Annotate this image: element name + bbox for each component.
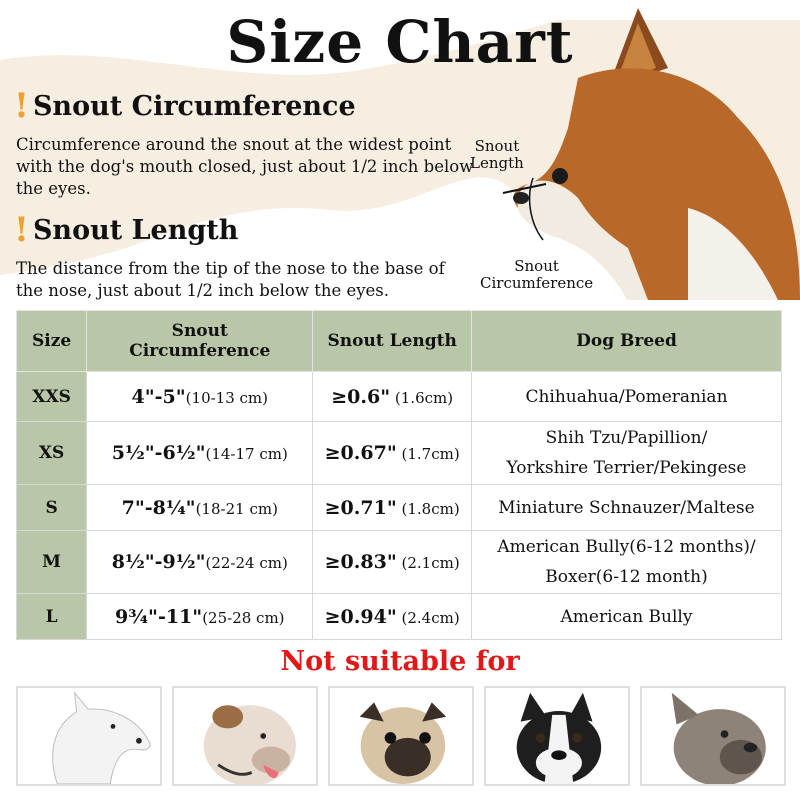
len-inches: ≥0.67" [324,442,397,464]
heading-text: Snout Length [32,214,239,246]
exclamation-icon: ! [14,210,29,250]
size-cell: S [17,485,87,531]
breed-line: American Bully(6-12 months)/ [497,537,756,557]
breed-cell [471,422,781,485]
length-cell [313,531,472,594]
section-heading-length [14,210,238,250]
circ-cm: (14-17 cm) [205,445,288,463]
breed-line: Shih Tzu/Papillion/ [545,428,708,448]
breed-line: Chihuahua/Pomeranian [525,386,728,407]
len-cm: (2.1cm) [396,554,460,572]
label-snout-length [470,138,524,172]
length-cell [313,594,472,640]
size-table [16,310,782,640]
table-row [17,422,782,485]
circ-inches: 5½"-6½" [111,442,206,464]
size-cell: L [17,594,87,640]
size-cell: XS [17,422,87,485]
table-row [17,594,782,640]
circumference-cell [87,485,313,531]
len-inches: ≥0.6" [331,385,391,408]
table-row [17,485,782,531]
len-inches: ≥0.71" [324,496,397,519]
header-length: Snout Length [313,311,472,372]
len-cm: (1.7cm) [396,445,460,463]
circ-inches: 4"-5" [131,385,186,408]
table-row [17,531,782,594]
len-cm: (2.4cm) [396,608,460,627]
len-inches: ≥0.94" [324,605,397,628]
len-cm: (1.8cm) [396,499,460,518]
breed-line: Yorkshire Terrier/Pekingese [506,458,747,478]
length-cell [313,422,472,485]
pug-icon [328,686,474,786]
header-size: Size [17,311,87,372]
french-bulldog-icon [640,686,786,786]
circ-cm: (22-24 cm) [205,554,288,572]
circ-cm: (18-21 cm) [195,499,278,518]
breed-cell [471,531,781,594]
size-cell: M [17,531,87,594]
circ-inches: 9¾"-11" [115,605,203,628]
circ-inches: 7"-8¼" [121,496,196,519]
circumference-cell [87,531,313,594]
section-text-length: The distance from the tip of the nose to the base of the nose, just about 1/2 inch below the eyes. [16,259,445,300]
circumference-cell [87,594,313,640]
breed-line: Boxer(6-12 month) [545,567,708,587]
circumference-cell [87,422,313,485]
header-circumference: Snout Circumference [87,311,313,372]
exclamation-icon: ! [14,86,29,126]
circ-cm: (25-28 cm) [202,608,285,627]
length-cell [313,485,472,531]
header-breed: Dog Breed [471,311,781,372]
table-header-row [17,311,782,372]
size-cell: XXS [17,372,87,422]
breed-cell [471,372,781,422]
heading-text: Snout Circumference [32,90,356,122]
length-cell [313,372,472,422]
bulldog-icon [172,686,318,786]
breed-line: American Bully [560,606,693,627]
not-suitable-heading: Not suitable for [280,646,520,677]
section-heading-circumference [14,86,356,126]
len-cm: (1.6cm) [390,388,454,407]
label-text: Snout Circumference [480,257,594,292]
excluded-breeds-row [16,686,786,786]
circ-cm: (10-13 cm) [185,388,269,407]
circumference-cell [87,372,313,422]
breed-cell [471,485,781,531]
bull-terrier-icon [16,686,162,786]
breed-cell [471,594,781,640]
breed-line: Miniature Schnauzer/Maltese [498,497,755,518]
circ-inches: 8½"-9½" [111,551,206,573]
label-text: Snout Length [470,137,524,172]
label-snout-circumference [480,258,593,292]
section-text-circumference: Circumference around the snout at the widest point with the dog's mouth closed, just about 1/2 inch below the eyes. [16,135,474,198]
boston-terrier-icon [484,686,630,786]
page-title: Size Chart [226,8,574,76]
len-inches: ≥0.83" [324,551,397,573]
table-row [17,372,782,422]
